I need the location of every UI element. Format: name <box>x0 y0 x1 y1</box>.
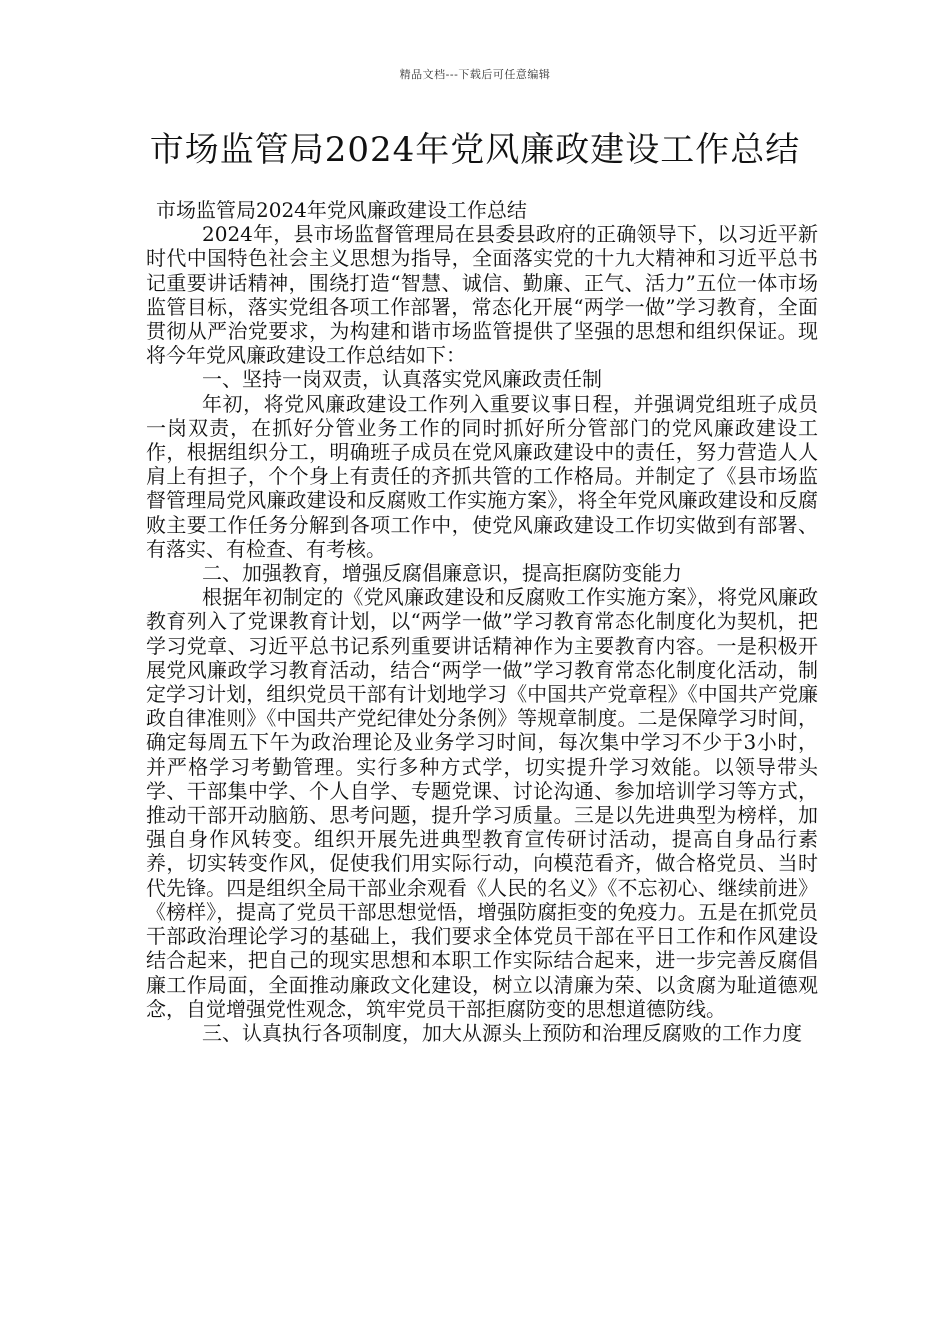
document-title: 市场监管局2024年党风廉政建设工作总结 <box>149 130 801 170</box>
section-paragraph-1: 年初，将党风廉政建设工作列入重要议事日程，并强调党组班子成员一岗双责，在抓好分管业务工作的同时抓好所分管部门的党风廉政建设工作，根据组织分工，明确班子成员在党风廉政建设中的责任，努力营造人人肩上有担子，个个身上有责任的齐抓共管的工作格局。并制定了《县市场监督管理局党风廉政建设和反腐败工作实施方案》，将全年党风廉政建设和反腐败主要工作任务分解到各项工作中，使党风廉政建设工作切实做到有部署、有落实、有检查、有考核。 <box>146 391 818 561</box>
section-heading-3: 三、认真执行各项制度，加大从源头上预防和治理反腐败的工作力度 <box>202 1020 802 1045</box>
section-paragraph-2: 根据年初制定的《党风廉政建设和反腐败工作实施方案》，将党风廉政教育列入了党课教育计划，以“两学一做”学习教育常态化制度化为契机，把学习党章、习近平总书记系列重要讲话精神作为主要教育内容。一是积极开展党风廉政学习教育活动，结合“两学一做”学习教育常态化制度化活动，制定学习计划，组织党员干部有计划地学习《中国共产党章程》《中国共产党廉政自律准则》《中国共产党纪律处分条例》等规章制度。二是保障学习时间，确定每周五下午为政治理论及业务学习时间，每次集中学习不少于3小时，并严格学习考勤管理。实行多种方式学，切实提升学习效能。以领导带头学、干部集中学、个人自学、专题党课、讨论沟通、参加培训学习等方式，推动干部开动脑筋、思考问题，提升学习质量。三是以先进典型为榜样，加强自身作风转变。组织开展先进典型教育宣传研讨活动，提高自身品行素养，切实转变作风，促使我们用实际行动，向模范看齐，做合格党员、当时代先锋。四是组织全局干部业余观看《人民的名义》《不忘初心、继续前进》《榜样》，提高了党员干部思想觉悟，增强防腐拒变的免疫力。五是在抓党员干部政治理论学习的基础上，我们要求全体党员干部在平日工作和作风建设结合起来，把自己的现实思想和本职工作实际结合起来，进一步完善反腐倡廉工作局面，全面推动廉政文化建设，树立以清廉为荣、以贪腐为耻道德观念，自觉增强党性观念，筑牢党员干部拒腐防变的思想道德防线。 <box>146 585 818 1021</box>
intro-paragraph: 2024年，县市场监督管理局在县委县政府的正确领导下，以习近平新时代中国特色社会主义思想为指导，全面落实党的十九大精神和习近平总书记重要讲话精神，围绕打造“智慧、诚信、勤廉、正气、活力”五位一体市场监管目标，落实党组各项工作部署，常态化开展“两学一做”学习教育，全面贯彻从严治党要求，为构建和谐市场监管提供了坚强的思想和组织保证。现将今年党风廉政建设工作总结如下： <box>146 222 818 368</box>
document-body <box>146 198 818 1045</box>
header-note: 精品文档---下载后可任意编辑 <box>399 68 551 81</box>
section-heading-1: 一、坚持一岗双责，认真落实党风廉政责任制 <box>202 367 602 392</box>
section-heading-2: 二、加强教育，增强反腐倡廉意识，提高拒腐防变能力 <box>202 561 682 586</box>
subtitle-paragraph: 市场监管局2024年党风廉政建设工作总结 <box>156 198 527 222</box>
